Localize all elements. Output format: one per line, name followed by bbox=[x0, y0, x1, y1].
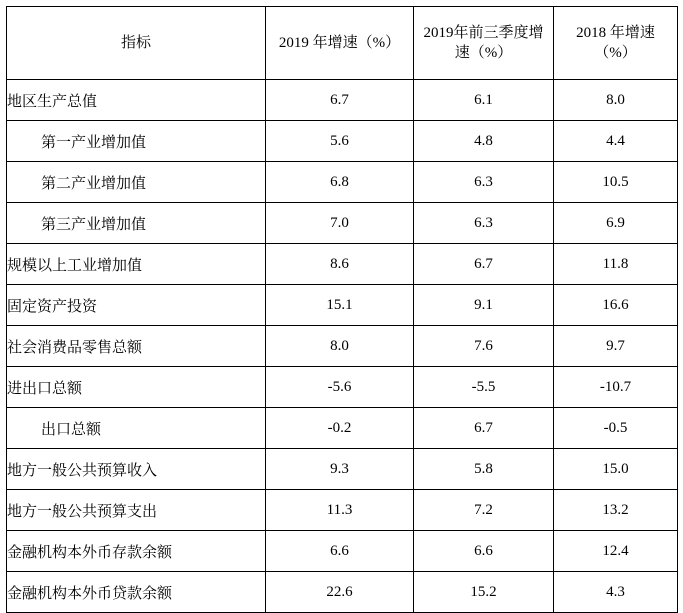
column-header-2019-q1q3-growth: 2019年前三季度增速（%） bbox=[414, 7, 554, 80]
row-value-2019q3: -5.5 bbox=[414, 367, 554, 408]
table-row bbox=[7, 80, 678, 121]
table-row bbox=[7, 203, 678, 244]
row-value-2019q3: 7.2 bbox=[414, 490, 554, 531]
row-value-2019: 8.0 bbox=[266, 326, 414, 367]
row-label: 第二产业增加值 bbox=[7, 162, 266, 203]
row-value-2019q3: 6.3 bbox=[414, 162, 554, 203]
row-value-2019: 15.1 bbox=[266, 285, 414, 326]
table-row bbox=[7, 449, 678, 490]
row-label: 第一产业增加值 bbox=[7, 121, 266, 162]
table-body bbox=[7, 80, 678, 613]
row-value-2019q3: 7.6 bbox=[414, 326, 554, 367]
row-value-2018: 9.7 bbox=[554, 326, 678, 367]
table-row bbox=[7, 326, 678, 367]
row-value-2018: 16.6 bbox=[554, 285, 678, 326]
row-value-2018: -10.7 bbox=[554, 367, 678, 408]
table-row bbox=[7, 490, 678, 531]
row-value-2019q3: 6.7 bbox=[414, 244, 554, 285]
row-value-2019: 5.6 bbox=[266, 121, 414, 162]
row-label: 进出口总额 bbox=[7, 367, 266, 408]
row-value-2018: 4.4 bbox=[554, 121, 678, 162]
row-value-2018: 4.3 bbox=[554, 572, 678, 613]
table-row bbox=[7, 408, 678, 449]
row-value-2019q3: 6.6 bbox=[414, 531, 554, 572]
row-value-2018: 8.0 bbox=[554, 80, 678, 121]
row-value-2019: 22.6 bbox=[266, 572, 414, 613]
statistics-table bbox=[6, 6, 678, 613]
row-value-2019q3: 6.3 bbox=[414, 203, 554, 244]
row-value-2019q3: 5.8 bbox=[414, 449, 554, 490]
row-value-2019q3: 15.2 bbox=[414, 572, 554, 613]
row-value-2019: 11.3 bbox=[266, 490, 414, 531]
table-header-row bbox=[7, 7, 678, 80]
row-value-2019: -5.6 bbox=[266, 367, 414, 408]
table-row bbox=[7, 121, 678, 162]
row-value-2019q3: 9.1 bbox=[414, 285, 554, 326]
document-page bbox=[0, 6, 683, 602]
column-header-indicator: 指标 bbox=[7, 7, 266, 80]
row-label: 金融机构本外币存款余额 bbox=[7, 531, 266, 572]
table-header bbox=[7, 7, 678, 80]
row-value-2019: 6.7 bbox=[266, 80, 414, 121]
column-header-2018-growth: 2018 年增速（%） bbox=[554, 7, 678, 80]
row-value-2018: 15.0 bbox=[554, 449, 678, 490]
row-value-2018: -0.5 bbox=[554, 408, 678, 449]
table-row bbox=[7, 531, 678, 572]
column-header-2019-growth: 2019 年增速（%） bbox=[266, 7, 414, 80]
row-value-2019q3: 4.8 bbox=[414, 121, 554, 162]
row-label: 地方一般公共预算支出 bbox=[7, 490, 266, 531]
table-row bbox=[7, 162, 678, 203]
row-value-2019: 9.3 bbox=[266, 449, 414, 490]
row-label: 出口总额 bbox=[7, 408, 266, 449]
row-label: 第三产业增加值 bbox=[7, 203, 266, 244]
row-value-2018: 10.5 bbox=[554, 162, 678, 203]
row-value-2019: 8.6 bbox=[266, 244, 414, 285]
row-label: 金融机构本外币贷款余额 bbox=[7, 572, 266, 613]
row-value-2019q3: 6.7 bbox=[414, 408, 554, 449]
row-label: 地方一般公共预算收入 bbox=[7, 449, 266, 490]
row-label: 规模以上工业增加值 bbox=[7, 244, 266, 285]
row-value-2019q3: 6.1 bbox=[414, 80, 554, 121]
row-value-2019: 7.0 bbox=[266, 203, 414, 244]
table-row bbox=[7, 572, 678, 613]
row-label: 社会消费品零售总额 bbox=[7, 326, 266, 367]
row-value-2019: 6.6 bbox=[266, 531, 414, 572]
row-label: 地区生产总值 bbox=[7, 80, 266, 121]
row-value-2018: 6.9 bbox=[554, 203, 678, 244]
row-value-2018: 12.4 bbox=[554, 531, 678, 572]
table-row bbox=[7, 285, 678, 326]
table-row bbox=[7, 367, 678, 408]
row-label: 固定资产投资 bbox=[7, 285, 266, 326]
row-value-2018: 11.8 bbox=[554, 244, 678, 285]
row-value-2018: 13.2 bbox=[554, 490, 678, 531]
row-value-2019: -0.2 bbox=[266, 408, 414, 449]
table-row bbox=[7, 244, 678, 285]
row-value-2019: 6.8 bbox=[266, 162, 414, 203]
